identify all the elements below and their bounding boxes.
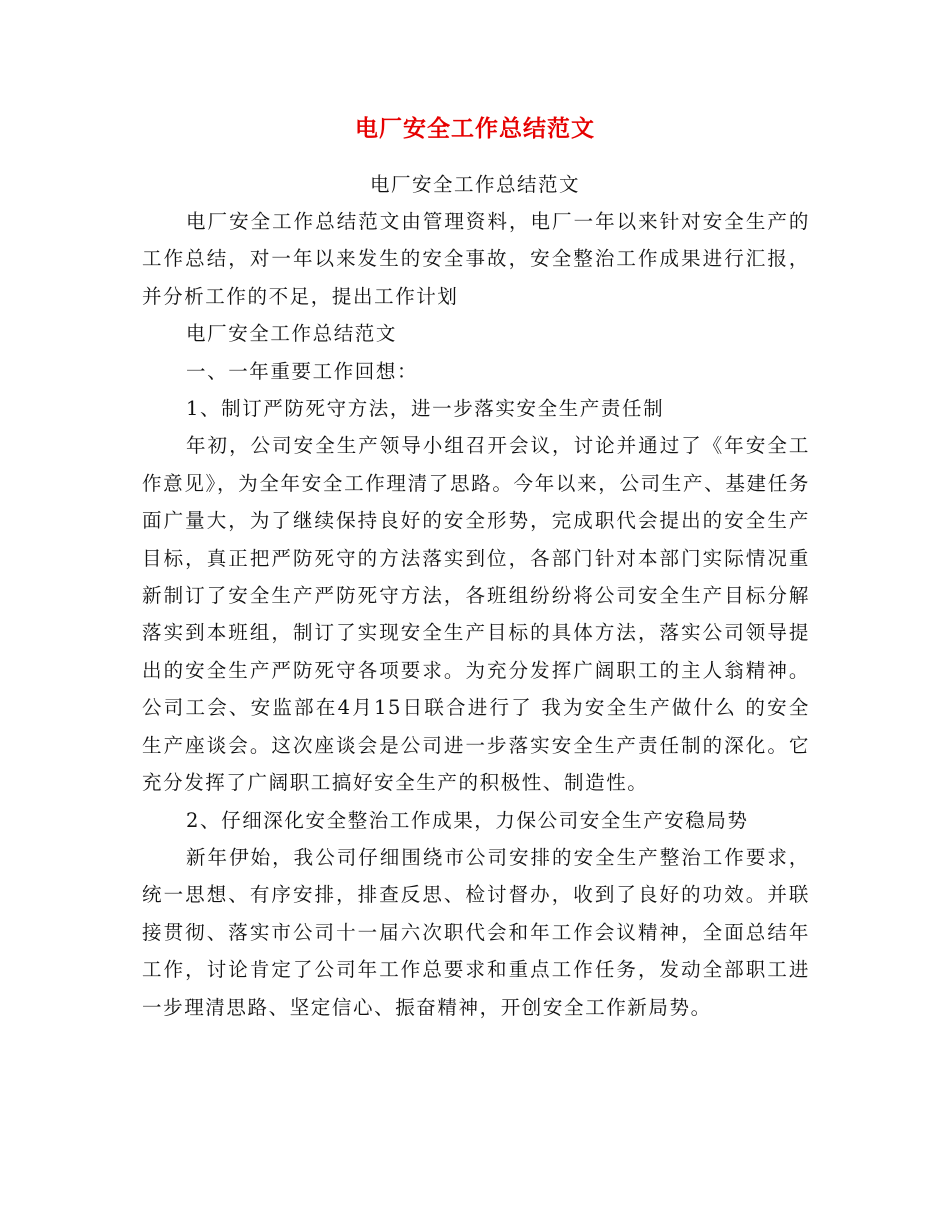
paragraph-item-2: 新年伊始，我公司仔细围绕市公司安排的安全生产整治工作要求，统一思想、有序安排，排查反思、检讨督办，收到了良好的功效。并联接贯彻、落实市公司十一届六次职代会和年工作会议精神，全面总结年工作，讨论肯定了公司年工作总要求和重点工作任务，发动全部职工进一步理清思路、坚定信心、振奋精神，开创安全工作新局势。 (142, 845, 810, 1019)
section-heading-review: 一、一年重要工作回想： (186, 359, 419, 383)
paragraph-heading-repeat: 电厂安全工作总结范文 (186, 322, 398, 346)
document-subtitle: 电厂安全工作总结范文 (369, 173, 580, 196)
paragraph-item-1: 年初，公司安全生产领导小组召开会议，讨论并通过了《年安全工作意见》，为全年安全工作理清了思路。今年以来，公司生产、基建任务面广量大，为了继续保持良好的安全形势，完成职代会提出的安全生产目标，真正把严防死守的方法落实到位，各部门针对本部门实际情况重新制订了安全生产严防死守方法，各班组纷纷将公司安全生产目标分解落实到本班组，制订了实现安全生产目标的具体方法，落实公司领导提出的安全生产严防死守各项要求。为充分发挥广阔职工的主人翁精神。公司工会、安监部在4月15日联合进行了 我为安全生产做什么 的安全生产座谈会。这次座谈会是公司进一步落实安全生产责任制的深化。它充分发挥了广阔职工搞好安全生产的积极性、制造性。 (142, 434, 810, 795)
item-heading-1: 1、制订严防死守方法，进一步落实安全生产责任制 (186, 397, 665, 421)
document-body (142, 203, 810, 1026)
item-heading-2: 2、仔细深化安全整治工作成果，力保公司安全生产安稳局势 (186, 808, 749, 832)
paragraph-intro: 电厂安全工作总结范文由管理资料，电厂一年以来针对安全生产的工作总结，对一年以来发生的安全事故，安全整治工作成果进行汇报，并分析工作的不足，提出工作计划 (142, 210, 810, 308)
document-title: 电厂安全工作总结范文 (355, 115, 595, 142)
